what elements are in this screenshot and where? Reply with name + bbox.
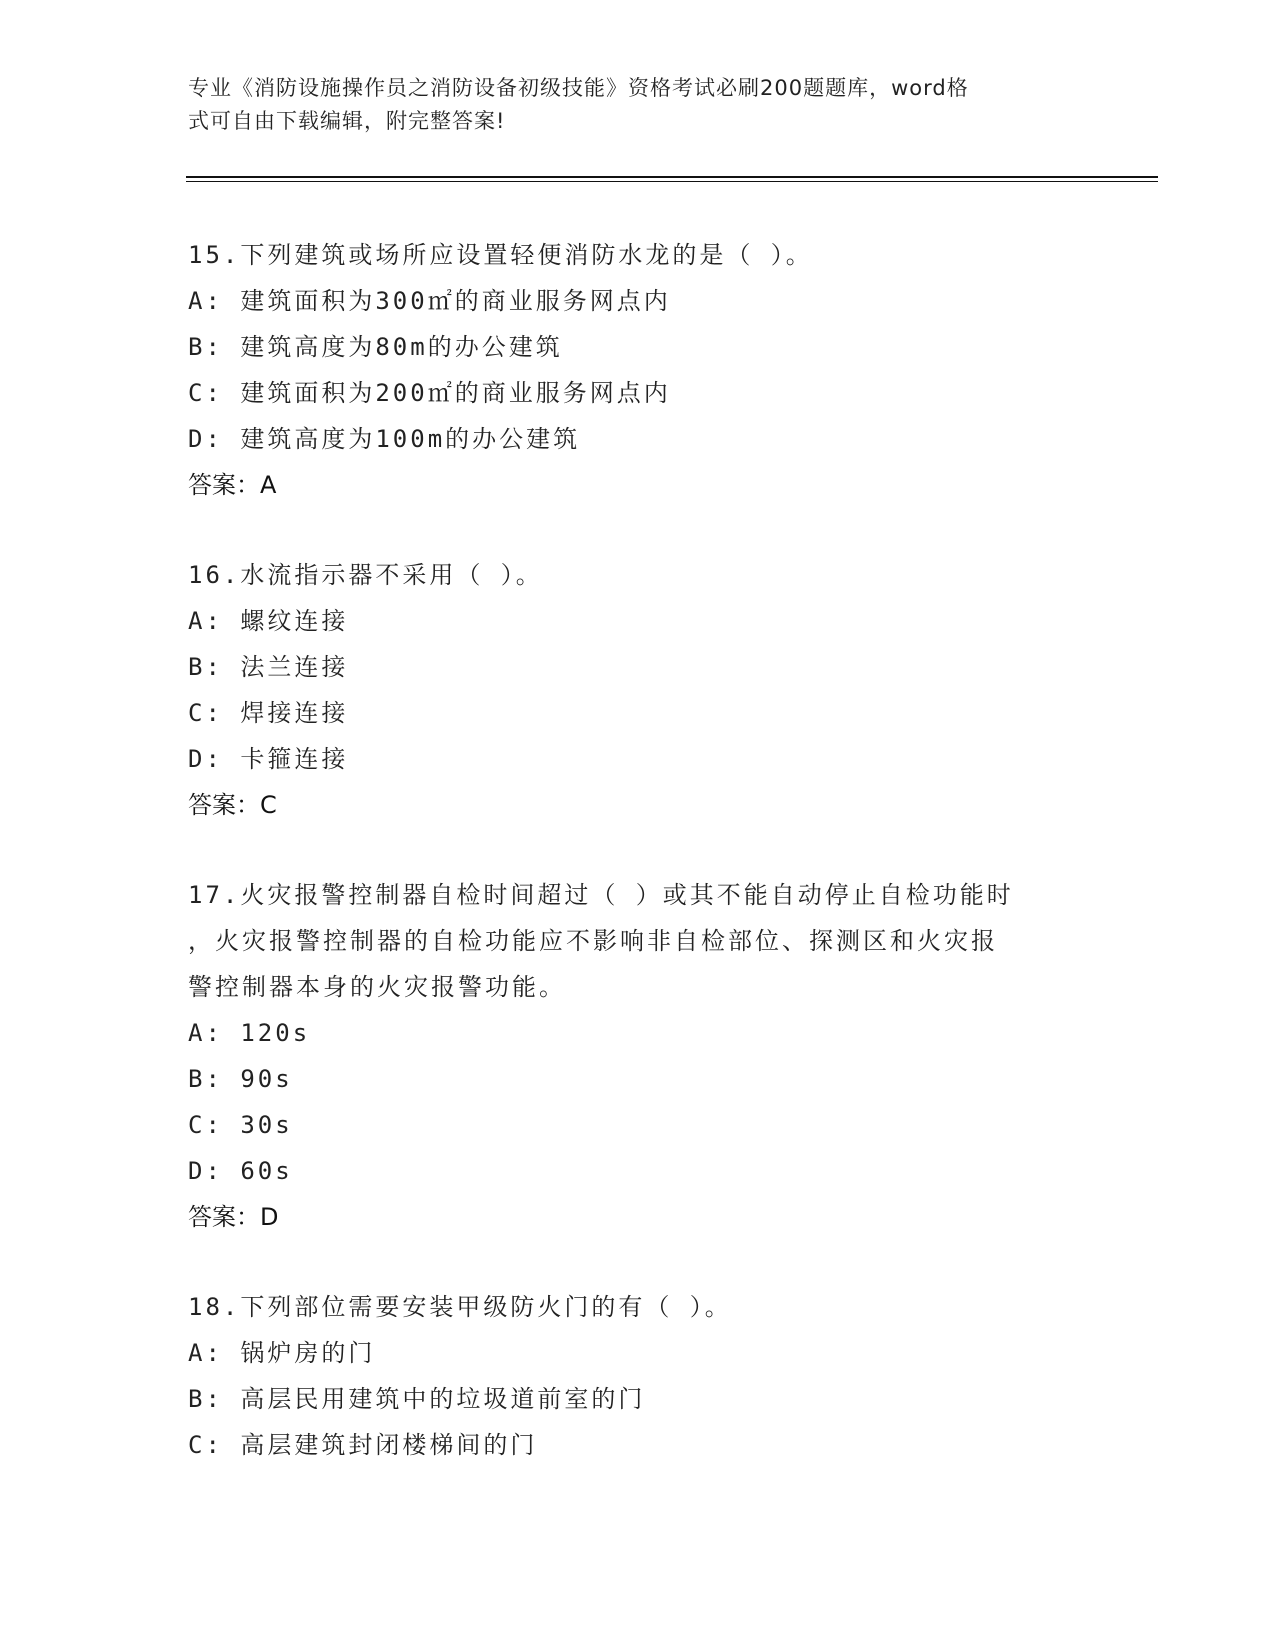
option-c: C: 焊接连接 bbox=[188, 699, 349, 727]
question-18 bbox=[188, 1284, 1088, 1468]
option-d: D: 建筑高度为100m的办公建筑 bbox=[188, 425, 581, 453]
option-c: C: 30s bbox=[188, 1111, 293, 1139]
option-a: A: 螺纹连接 bbox=[188, 607, 349, 635]
question-stem: 16.水流指示器不采用（ ）。 bbox=[188, 561, 543, 589]
option-d: D: 60s bbox=[188, 1157, 293, 1185]
option-b: B: 法兰连接 bbox=[188, 653, 349, 681]
question-stem-line-2: ，火灾报警控制器的自检功能应不影响非自检部位、探测区和火灾报 bbox=[188, 927, 998, 955]
question-16 bbox=[188, 552, 1088, 828]
document-header bbox=[188, 72, 1078, 138]
option-b: B: 90s bbox=[188, 1065, 293, 1093]
option-a: A: 120s bbox=[188, 1019, 311, 1047]
option-a: A: 锅炉房的门 bbox=[188, 1339, 376, 1367]
option-d: D: 卡箍连接 bbox=[188, 745, 349, 773]
answer: 答案：C bbox=[188, 791, 277, 819]
question-17 bbox=[188, 872, 1088, 1240]
header-divider-thin bbox=[186, 181, 1158, 182]
question-list bbox=[188, 232, 1088, 1512]
option-b: B: 高层民用建筑中的垃圾道前室的门 bbox=[188, 1385, 646, 1413]
option-c: C: 高层建筑封闭楼梯间的门 bbox=[188, 1431, 538, 1459]
option-c: C: 建筑面积为200㎡的商业服务网点内 bbox=[188, 379, 671, 407]
question-stem-line-3: 警控制器本身的火灾报警功能。 bbox=[188, 973, 566, 1001]
question-stem: 18.下列部位需要安装甲级防火门的有（ ）。 bbox=[188, 1293, 732, 1321]
header-line-2: 式可自由下载编辑，附完整答案! bbox=[188, 109, 506, 133]
question-stem-line-1: 17.火灾报警控制器自检时间超过（ ）或其不能自动停止自检功能时 bbox=[188, 881, 1014, 909]
option-b: B: 建筑高度为80m的办公建筑 bbox=[188, 333, 563, 361]
answer: 答案：A bbox=[188, 471, 277, 499]
answer: 答案：D bbox=[188, 1203, 279, 1231]
option-a: A: 建筑面积为300㎡的商业服务网点内 bbox=[188, 287, 671, 315]
question-15 bbox=[188, 232, 1088, 508]
header-divider-thick bbox=[186, 176, 1158, 178]
header-line-1: 专业《消防设施操作员之消防设备初级技能》资格考试必刷200题题库，word格 bbox=[188, 76, 969, 100]
question-stem: 15.下列建筑或场所应设置轻便消防水龙的是（ ）。 bbox=[188, 241, 813, 269]
